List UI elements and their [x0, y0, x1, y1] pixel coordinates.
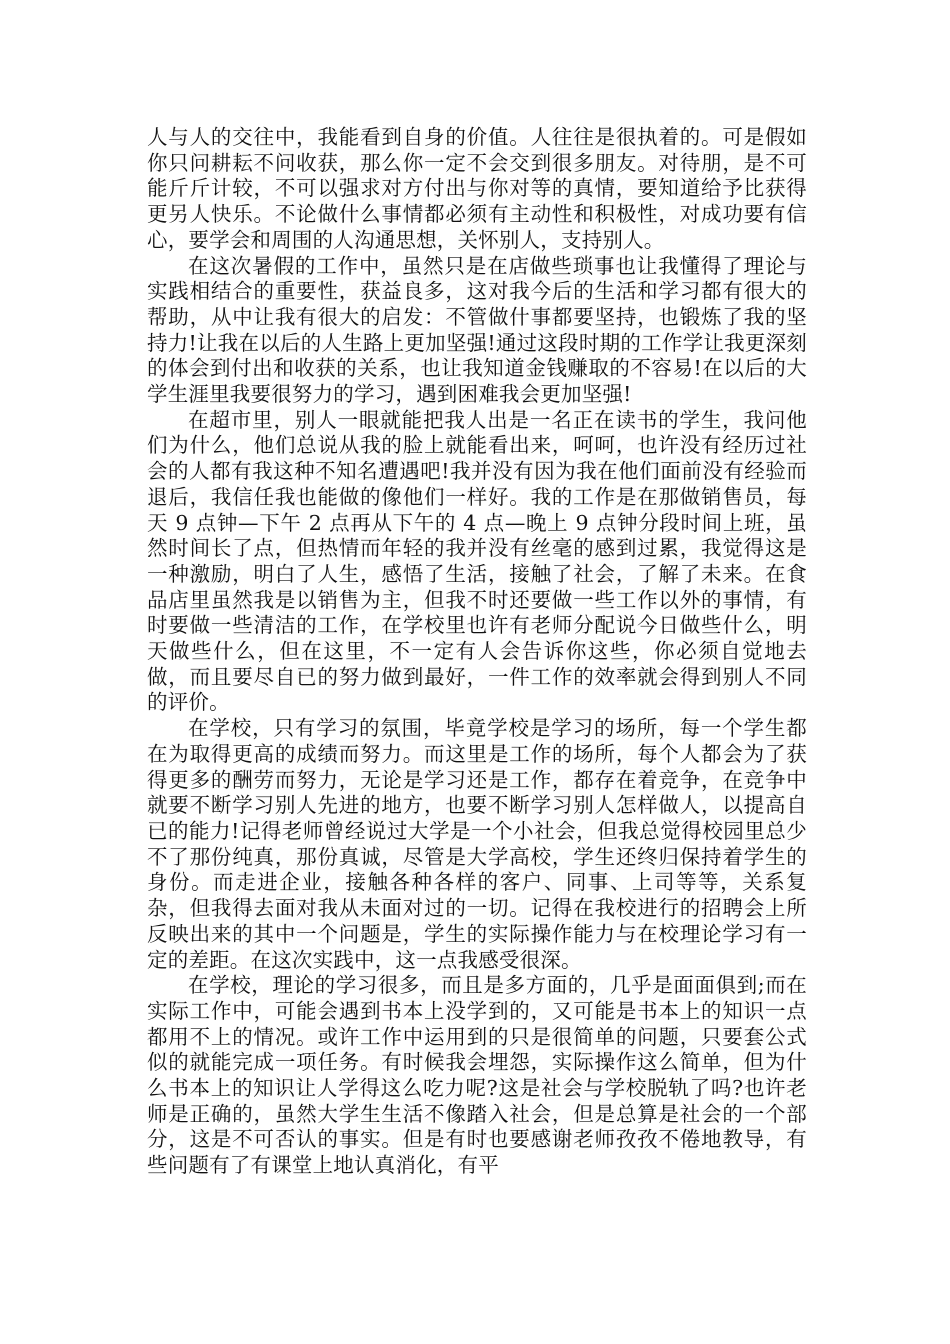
paragraph-5: 在学校，理论的学习很多，而且是多方面的，几乎是面面俱到;而在实际工作中，可能会遇到书本上没学到的，又可能是书本上的知识一点都用不上的情况。或许工作中运用到的只是很简单的问题，只要套公式似的就能完成一项任务。有时候我会埋怨，实际操作这么简单，但为什么书本上的知识让人学得这么吃力呢?这是社会与学校脱轨了吗?也许老师是正确的，虽然大学生生活不像踏入社会，但是总算是社会的一个部分，这是不可否认的事实。但是有时也要感谢老师孜孜不倦地教导，有些问题有了有课堂上地认真消化，有平 [147, 973, 807, 1178]
paragraph-4: 在学校，只有学习的氛围，毕竟学校是学习的场所，每一个学生都在为取得更高的成绩而努力。而这里是工作的场所，每个人都会为了获得更多的酬劳而努力，无论是学习还是工作，都存在着竞争，在竞争中就要不断学习别人先进的地方，也要不断学习别人怎样做人，以提高自已的能力!记得老师曾经说过大学是一个小社会，但我总觉得校园里总少不了那份纯真，那份真诚，尽管是大学高校，学生还终归保持着学生的身份。而走进企业，接触各种各样的客户、同事、上司等等，关系复杂，但我得去面对我从未面对过的一切。记得在我校进行的招聘会上所反映出来的其中一个问题是，学生的实际操作能力与在校理论学习有一定的差距。在这次实践中，这一点我感受很深。 [147, 716, 807, 972]
paragraph-2: 在这次暑假的工作中，虽然只是在店做些琐事也让我懂得了理论与实践相结合的重要性，获益良多，这对我今后的生活和学习都有很大的帮助，从中让我有很大的启发：不管做什事都要坚持，也锻炼了我的坚持力!让我在以后的人生路上更加坚强!通过这段时期的工作学让我更深刻的体会到付出和收获的关系，也让我知道金钱赚取的不容易!在以后的大学生涯里我要很努力的学习，遇到困难我会更加坚强! [147, 253, 807, 407]
document-body [147, 125, 807, 1179]
paragraph-1: 人与人的交往中，我能看到自身的价值。人往往是很执着的。可是假如你只问耕耘不问收获，那么你一定不会交到很多朋友。对待朋，是不可能斤斤计较，不可以强求对方付出与你对等的真情，要知道给予比获得更另人快乐。不论做什么事情都必须有主动性和积极性，对成功要有信心，要学会和周围的人沟通思想，关怀别人，支持别人。 [147, 125, 807, 252]
paragraph-3: 在超市里，别人一眼就能把我人出是一名正在读书的学生，我问他们为什么，他们总说从我的脸上就能看出来，呵呵，也许没有经历过社会的人都有我这种不知名遭遇吧!我并没有因为我在他们面前没有经验而退后，我信任我也能做的像他们一样好。我的工作是在那做销售员，每天 9 点钟—下午 2 点再从下午的 4 点—晚上 9 点钟分段时间上班，虽然时间长了点，但热情而年轻的我并没有丝毫的感到过累，我觉得这是一种激励，明白了人生，感悟了生活，接触了社会，了解了未来。在食品店里虽然我是以销售为主，但我不时还要做一些工作以外的事情，有时要做一些清洁的工作，在学校里也许有老师分配说今日做些什么，明天做些什么，但在这里，不一定有人会告诉你这些，你必须自觉地去做，而且要尽自已的努力做到最好，一件工作的效率就会得到别人不同的评价。 [147, 407, 807, 715]
